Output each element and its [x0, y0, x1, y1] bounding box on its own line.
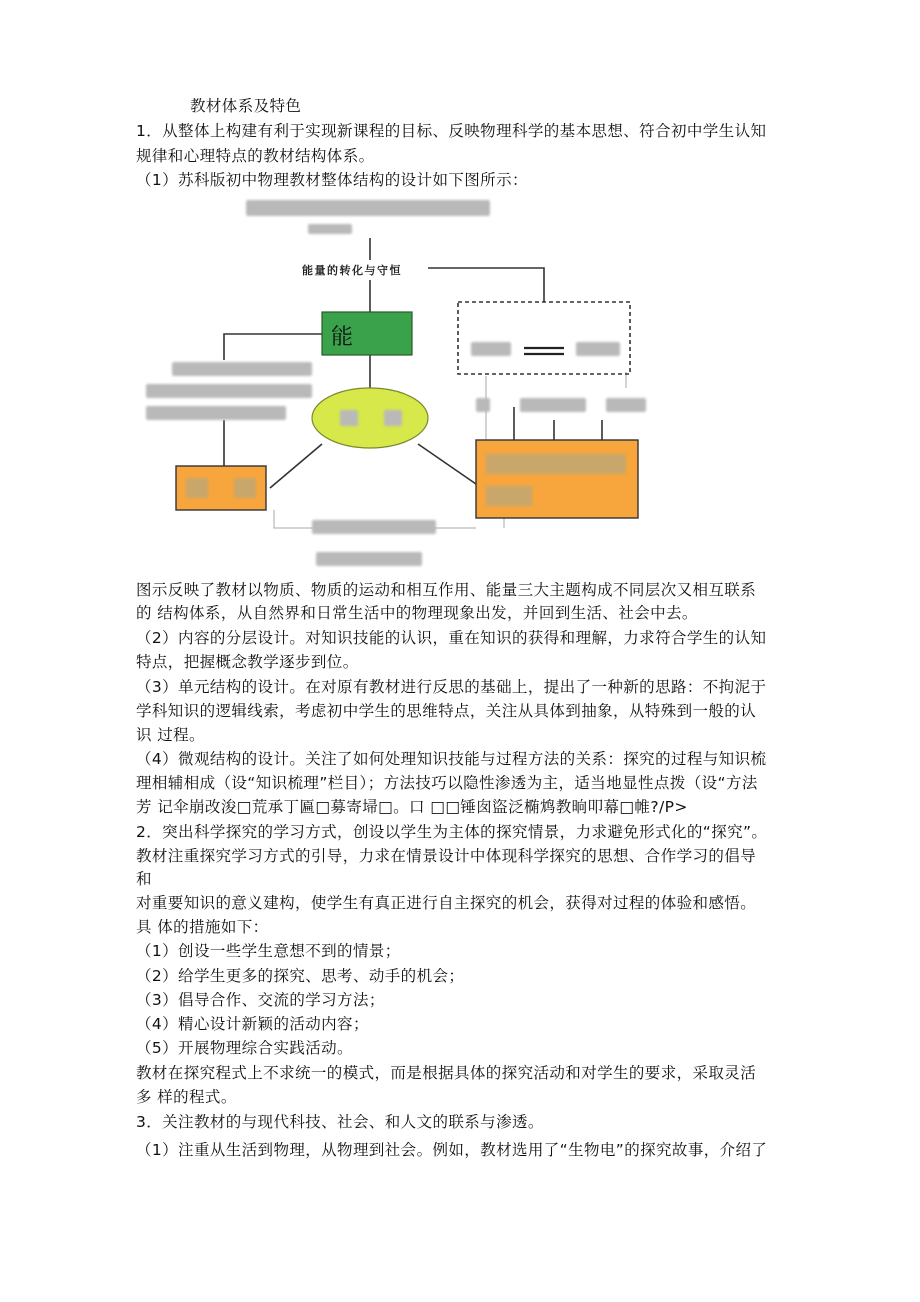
- blurred-ellipse-text: [340, 410, 358, 426]
- blurred-box-text: [234, 478, 256, 498]
- dashed-box: [458, 302, 630, 374]
- label-energy-conversion: 能量的转化与守恒: [302, 264, 402, 277]
- doc-line: 规律和心理特点的教材结构体系。: [136, 147, 375, 165]
- blurred-box-text: [486, 454, 626, 474]
- blurred-text: [476, 398, 490, 412]
- doc-line: 和: [136, 870, 152, 888]
- doc-line: 特点，把握概念教学逐步到位。: [136, 653, 359, 671]
- doc-title: 教材体系及特色: [190, 97, 302, 115]
- doc-line: 教材注重探究学习方式的引导，力求在情景设计中体现科学探究的思想、合作学习的倡导: [136, 847, 757, 865]
- blurred-caption-bottom: [316, 552, 422, 566]
- blurred-ellipse-text: [384, 410, 402, 426]
- blurred-text-left: [146, 406, 286, 420]
- blurred-box-text: [486, 486, 532, 506]
- doc-line: 2．突出科学探究的学习方式，创设以学生为主体的探究情景，力求避免形式化的“探究”。: [136, 823, 768, 841]
- blurred-caption-sub: [308, 224, 352, 234]
- blurred-box-text: [186, 478, 208, 498]
- doc-line: （3）倡导合作、交流的学习方法；: [136, 991, 385, 1009]
- doc-line: （3）单元结构的设计。在对原有教材进行反思的基础上，提出了一种新的思路：不拘泥于: [136, 678, 767, 696]
- blurred-text-left: [172, 362, 312, 376]
- doc-line: （1）创设一些学生意想不到的情景；: [136, 942, 401, 960]
- structure-diagram: [136, 192, 656, 580]
- orange-box-right: [476, 440, 638, 518]
- blurred-text-left: [146, 384, 312, 398]
- doc-line: （2）内容的分层设计。对知识技能的认识，重在知识的获得和理解，力求符合学生的认知: [136, 629, 767, 647]
- doc-line: （2）给学生更多的探究、思考、动手的机会；: [136, 967, 465, 985]
- doc-line: 图示反映了教材以物质、物质的运动和相互作用、能量三大主题构成不同层次又相互联系: [136, 581, 757, 599]
- doc-line: 多 样的程式。: [136, 1088, 237, 1106]
- doc-line: 教材在探究程式上不求统一的模式，而是根据具体的探究活动和对学生的要求，采取灵活: [136, 1064, 757, 1082]
- doc-line: 学科知识的逻辑线索，考虑初中学生的思维特点，关注从具体到抽象，从特殊到一般的认: [136, 702, 757, 720]
- doc-line: 3．关注教材的与现代科技、社会、和人文的联系与渗透。: [136, 1113, 544, 1131]
- doc-line: 1．从整体上构建有利于实现新课程的目标、反映物理科学的基本思想、符合初中学生认知: [136, 122, 767, 140]
- blurred-text: [520, 398, 586, 412]
- blurred-caption-top: [246, 200, 490, 216]
- blurred-caption-bottom: [312, 520, 436, 534]
- doc-line: （5）开展物理综合实践活动。: [136, 1039, 353, 1057]
- energy-box-label: 能: [331, 325, 354, 350]
- doc-line: （4）精心设计新颖的活动内容；: [136, 1015, 369, 1033]
- blurred-text: [471, 342, 511, 356]
- doc-line: （4）微观结构的设计。关注了如何处理知识技能与过程方法的关系：探究的过程与知识梳: [136, 750, 767, 768]
- doc-line: 对重要知识的意义建构，使学生有真正进行自主探究的机会，获得对过程的体验和感悟。: [136, 894, 757, 912]
- matter-ellipse: [312, 388, 428, 448]
- blurred-text: [576, 342, 620, 356]
- doc-line: 芳 记伞崩改浚□荒承丁匾□募寄埽□。口 □□锤囱盜泛椭鸩教晌叩幕□帷?/P>: [136, 798, 688, 816]
- doc-line: 理相辅相成（设“知识梳理”栏目）；方法技巧以隐性渗透为主，适当地显性点拨（设“方法: [136, 774, 758, 792]
- doc-line: 识 过程。: [136, 726, 205, 744]
- doc-line: （1）注重从生活到物理，从物理到社会。例如，教材选用了“生物电”的探究故事，介绍了: [136, 1141, 768, 1159]
- doc-line: 具 体的措施如下：: [136, 918, 269, 936]
- doc-line: （1）苏科版初中物理教材整体结构的设计如下图所示：: [136, 171, 528, 189]
- doc-line: 的 结构体系，从自然界和日常生活中的物理现象出发，并回到生活、社会中去。: [136, 604, 698, 622]
- blurred-text: [606, 398, 646, 412]
